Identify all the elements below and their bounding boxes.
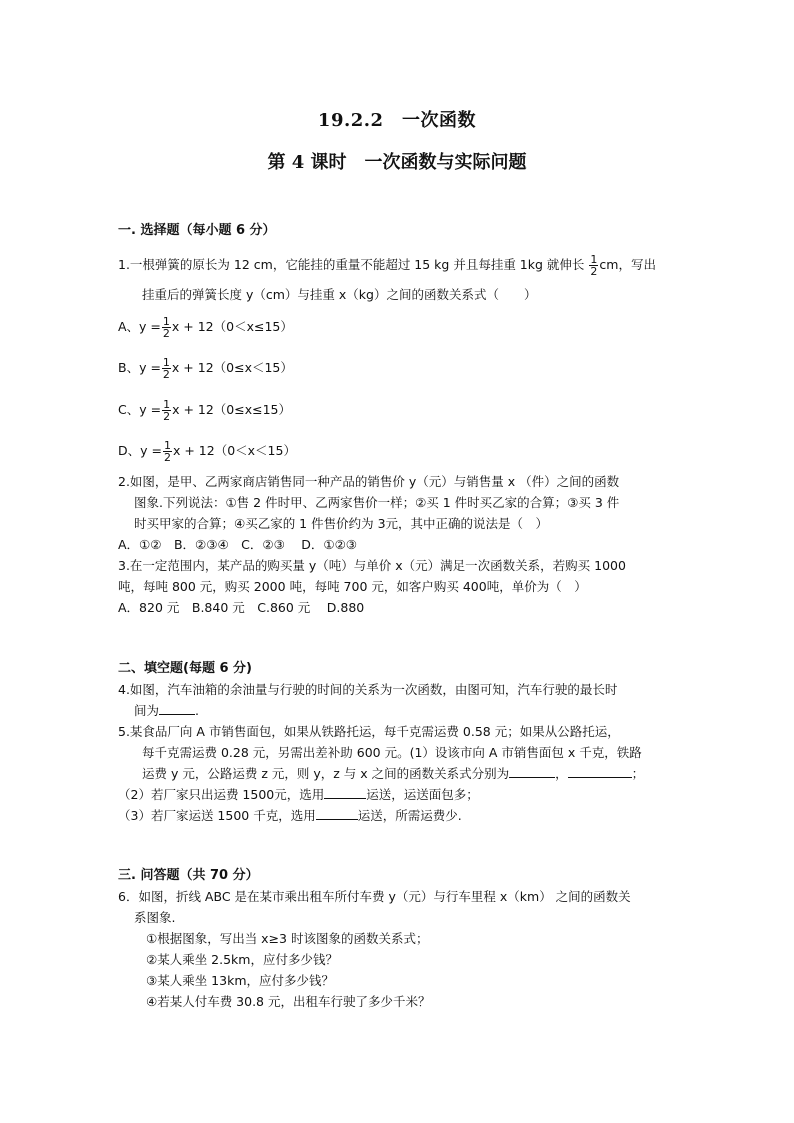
question-1-line-1	[118, 254, 656, 277]
q1-option-c: C、y = $\frac{1}{2}$ x + 12（0≤x≤15）	[118, 398, 292, 423]
page-subtitle: 第 4 课时 一次函数与实际问题	[267, 152, 527, 173]
question-5-line-4: （2）若厂家只出运费 1500元，选用 运送，运送面包多；	[118, 787, 479, 802]
question-2-line-3: 时买甲家的合算；④买乙家的 1 件售价约为 3元，其中正确的说法是（ ）	[134, 516, 549, 531]
question-6-item: ④若某人付车费 30.8 元，出租车行驶了多少千米？	[146, 994, 431, 1009]
answer-blank[interactable]	[159, 702, 195, 715]
section-heading-choice: 一. 选择题（每小题 6 分）	[118, 223, 276, 238]
fraction: $\frac{1}{2}$	[162, 356, 170, 381]
question-5-line-2: 每千克需运费 0.28 元，另需出差补助 600 元。(1）设该市向 A 市销售面包 x 千克，铁路	[142, 745, 642, 760]
question-5-line-1: 5.某食品厂向 A 市销售面包，如果从铁路托运，每千克需运费 0.58 元；如果从公路托运，	[118, 724, 620, 739]
question-4-line-1: 4.如图，汽车油箱的余油量与行驶的时间的关系为一次函数，由图可知，汽车行驶的最长时	[118, 682, 618, 697]
answer-blank[interactable]	[509, 765, 555, 778]
question-2-line-2: 图象.下列说法：①售 2 件时甲、乙两家售价一样；②买 1 件时买乙家的合算；③买 3 件	[134, 495, 620, 510]
question-2-options: A．①② B．②③④ C．②③ D．①②③	[118, 537, 358, 552]
question-3-line-1: 3.在一定范围内，某产品的购买量 y（吨）与单价 x（元）满足一次函数关系，若购买 1000	[118, 558, 626, 573]
q1-text-b: cm，写出	[599, 257, 656, 272]
question-2-line-1: 2.如图，是甲、乙两家商店销售同一种产品的销售价 y（元）与销售量 x （件）之间的函数	[118, 474, 620, 489]
q1-option-a: A、y = $\frac{1}{2}$ x + 12（0＜x≤15）	[118, 315, 293, 340]
q1-option-d: D、y = $\frac{1}{2}$ x + 12（0＜x＜15）	[118, 439, 296, 464]
question-1-line-2: 挂重后的弹簧长度 y（cm）与挂重 x（kg）之间的函数关系式（ ）	[142, 287, 537, 302]
answer-blank[interactable]	[316, 807, 358, 820]
question-5-line-3: 运费 y 元，公路运费 z 元，则 y，z 与 x 之间的函数关系式分别为 ， ；	[142, 766, 645, 781]
question-6-line-2: 系图象.	[134, 910, 176, 925]
fraction: $\frac{1}{2}$	[163, 439, 171, 464]
question-4-line-2: 间为 .	[134, 703, 199, 718]
fraction: $\frac{1}{2}$	[162, 315, 170, 340]
question-5-line-5: （3）若厂家运送 1500 千克，选用 运送，所需运费少.	[118, 808, 462, 823]
fraction: $\frac{1}{2}$	[163, 398, 171, 423]
question-6-item: ①根据图象，写出当 x≥3 时该图象的函数关系式；	[146, 931, 429, 946]
section-heading-qa: 三. 问答题（共 70 分）	[118, 868, 259, 883]
answer-blank[interactable]	[568, 765, 632, 778]
q1-option-b: B、y = $\frac{1}{2}$ x + 12（0≤x＜15）	[118, 356, 293, 381]
answer-blank[interactable]	[324, 786, 366, 799]
q1-text-a: 1.一根弹簧的原长为 12 cm，它能挂的重量不能超过 15 kg 并且每挂重 1kg 就伸长	[118, 257, 585, 272]
question-6-item: ③某人乘坐 13km，应付多少钱？	[146, 973, 335, 988]
fraction: $\frac{1}{2}$	[590, 253, 598, 278]
question-3-line-2: 吨，每吨 800 元，购买 2000 吨，每吨 700 元，如客户购买 400吨，单价为（ ）	[118, 579, 587, 594]
section-heading-fill: 二、填空题(每题 6 分)	[118, 661, 252, 676]
question-6-line-1: 6．如图，折线 ABC 是在某市乘出租车所付车费 y（元）与行车里程 x（km） 之间的函数关	[118, 889, 631, 904]
question-6-item: ②某人乘坐 2.5km，应付多少钱？	[146, 952, 338, 967]
question-3-options: A．820 元 B.840 元 C.860 元 D.880	[118, 600, 365, 615]
page-title: 19.2.2 一次函数	[317, 110, 477, 131]
